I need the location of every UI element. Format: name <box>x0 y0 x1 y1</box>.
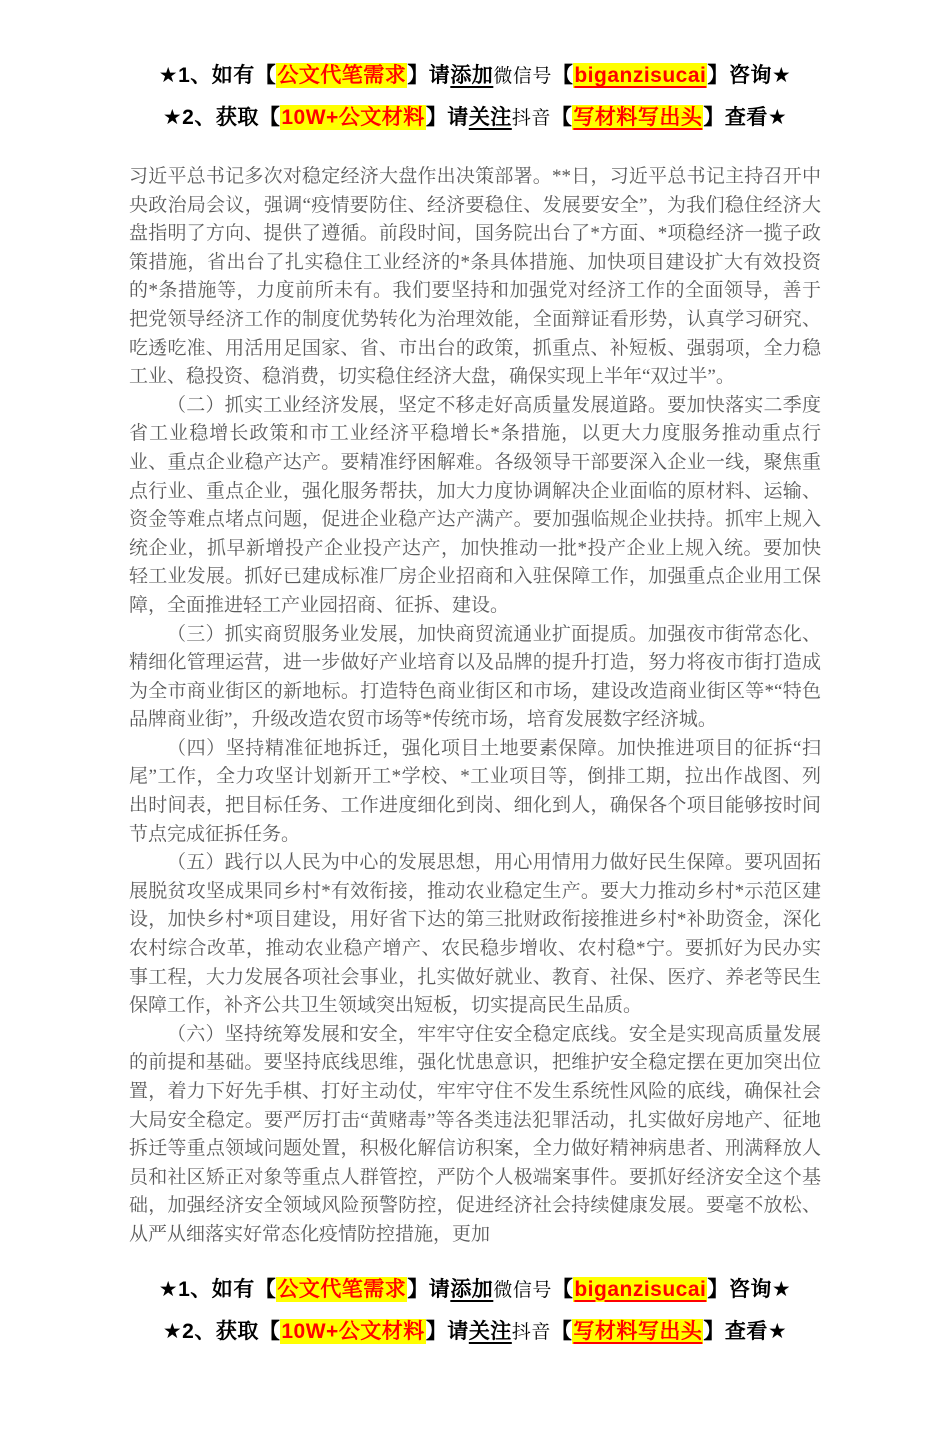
promo-footer <box>0 1276 950 1440</box>
promo2-prefix: ★2、获取【 <box>162 1319 281 1343</box>
promo1-open-bracket: 【 <box>551 64 574 87</box>
promo1-wechat-label: 微信号 <box>493 1279 552 1301</box>
promo-header <box>0 0 950 133</box>
promo-footer-line-2 <box>0 1318 950 1347</box>
promo-line-1 <box>0 62 950 91</box>
promo2-bracket-qing: 】请 <box>425 1319 469 1343</box>
promo2-suffix: 】查看★ <box>703 106 788 129</box>
promo1-wechat-label: 微信号 <box>493 66 552 87</box>
promo1-service-highlight: 公文代笔需求 <box>277 64 407 87</box>
promo2-douyin-label: 抖音 <box>511 108 551 129</box>
body-paragraph-5: （五）践行以人民为中心的发展思想，用心用情用力做好民生保障。要巩固拓展脱贫攻坚成果同乡村*有效衔接，推动农业稳定生产。要大力推动乡村*示范区建设，加快乡村*项目建设，用好省下达的第三批财政衔接推进乡村*补助资金，深化农村综合改革，推动农业稳产增产、农民稳步增收、农村稳*宁。要抓好为民办实事工程，大力发展各项社会事业，扎实做好就业、教育、社保、医疗、养老等民生保障工作，补齐公共卫生领域突出短板，切实提高民生品质。 <box>129 852 821 1017</box>
body-paragraph-1: 习近平总书记多次对稳定经济大盘作出决策部署。**日，习近平总书记主持召开中央政治局会议，强调“疫情要防住、经济要稳住、发展要安全”，为我们稳住经济大盘指明了方向、提供了遵循。前段时间，国务院出台了*方面、*项稳经济一揽子政策措施，省出台了扎实稳住工业经济的*条具体措施、加快项目建设扩大有效投资的*条措施等，力度前所未有。我们要坚持和加强党对经济工作的全面领导，善于把党领导经济工作的制度优势转化为治理效能，全面辩证看形势，认真学习研究、吃透吃准、用活用足国家、省、市出台的政策，抓重点、补短板、强弱项，全力稳工业、稳投资、稳消费，切实稳住经济大盘，确保实现上半年“双过半”。 <box>129 166 821 388</box>
promo2-open-bracket: 【 <box>550 1319 573 1343</box>
body-paragraph-2: （二）抓实工业经济发展，坚定不移走好高质量发展道路。要加快落实二季度省工业稳增长政策和市工业经济平稳增长*条措施，以更大力度服务推动重点行业、重点企业稳产达产。要精准纾困解难。各级领导干部要深入企业一线，聚焦重点行业、重点企业，强化服务帮扶，加大力度协调解决企业面临的原材料、运输、资金等难点堵点问题，促进企业稳产达产满产。要加强临规企业扶持。抓牢上规入统企业，抓早新增投产企业投产达产，加快推动一批*投产企业上规入统。要加快轻工业发展。抓好已建成标准厂房企业招商和入驻保障工作，加强重点企业用工保障，全面推进轻工产业园招商、征拆、建设。 <box>129 394 821 616</box>
promo1-add-underline: 添加 <box>450 64 494 87</box>
promo1-wechat-id: biganzisucai <box>574 64 707 87</box>
promo1-bracket-qing: 】请 <box>407 1277 451 1301</box>
promo2-materials-highlight: 10W+公文材料 <box>281 106 425 129</box>
promo1-add-underline: 添加 <box>450 1277 494 1301</box>
promo1-prefix: ★1、如有【 <box>158 64 277 87</box>
promo2-douyin-label: 抖音 <box>511 1321 551 1343</box>
document-body <box>129 163 821 1250</box>
promo2-open-bracket: 【 <box>550 106 573 129</box>
promo2-douyin-name: 写材料写出头 <box>573 106 703 129</box>
promo2-bracket-qing: 】请 <box>425 106 469 129</box>
promo-line-2 <box>0 104 950 133</box>
promo2-douyin-name: 写材料写出头 <box>573 1319 703 1343</box>
promo2-suffix: 】查看★ <box>703 1319 788 1343</box>
promo1-wechat-id: biganzisucai <box>574 1277 707 1301</box>
promo-footer-line-1 <box>0 1276 950 1305</box>
promo1-open-bracket: 【 <box>551 1277 574 1301</box>
body-paragraph-4: （四）坚持精准征地拆迁，强化项目土地要素保障。加快推进项目的征拆“扫尾”工作，全力攻坚计划新开工*学校、*工业项目等，倒排工期，拉出作战图、列出时间表，把目标任务、工作进度细化到岗、细化到人，确保各个项目能够按时间节点完成征拆任务。 <box>129 737 821 845</box>
promo1-suffix: 】咨询★ <box>707 64 792 87</box>
promo1-suffix: 】咨询★ <box>707 1277 792 1301</box>
promo2-follow-underline: 关注 <box>468 106 512 129</box>
promo2-prefix: ★2、获取【 <box>162 106 281 129</box>
promo1-bracket-qing: 】请 <box>407 64 451 87</box>
promo1-prefix: ★1、如有【 <box>158 1277 277 1301</box>
promo2-follow-underline: 关注 <box>468 1319 512 1343</box>
body-paragraph-6: （六）坚持统筹发展和安全，牢牢守住安全稳定底线。安全是实现高质量发展的前提和基础。要坚持底线思维，强化忧患意识，把维护安全稳定摆在更加突出位置，着力下好先手棋、打好主动仗，牢牢守住不发生系统性风险的底线，确保社会大局安全稳定。要严厉打击“黄赌毒”等各类违法犯罪活动，扎实做好房地产、征地拆迁等重点领域问题处置，积极化解信访积案，全力做好精神病患者、刑满释放人员和社区矫正对象等重点人群管控，严防个人极端案事件。要抓好经济安全这个基础，加强经济安全领域风险预警防控，促进经济社会持续健康发展。要毫不放松、从严从细落实好常态化疫情防控措施，更加 <box>129 1023 821 1245</box>
promo1-service-highlight: 公文代笔需求 <box>277 1277 407 1301</box>
body-paragraph-3: （三）抓实商贸服务业发展，加快商贸流通业扩面提质。加强夜市街常态化、精细化管理运营，进一步做好产业培育以及品牌的提升打造，努力将夜市街打造成为全市商业街区的新地标。打造特色商业街区和市场，建设改造商业街区等*“特色品牌商业街”，升级改造农贸市场等*传统市场，培育发展数字经济城。 <box>129 623 821 731</box>
promo2-materials-highlight: 10W+公文材料 <box>281 1319 425 1343</box>
